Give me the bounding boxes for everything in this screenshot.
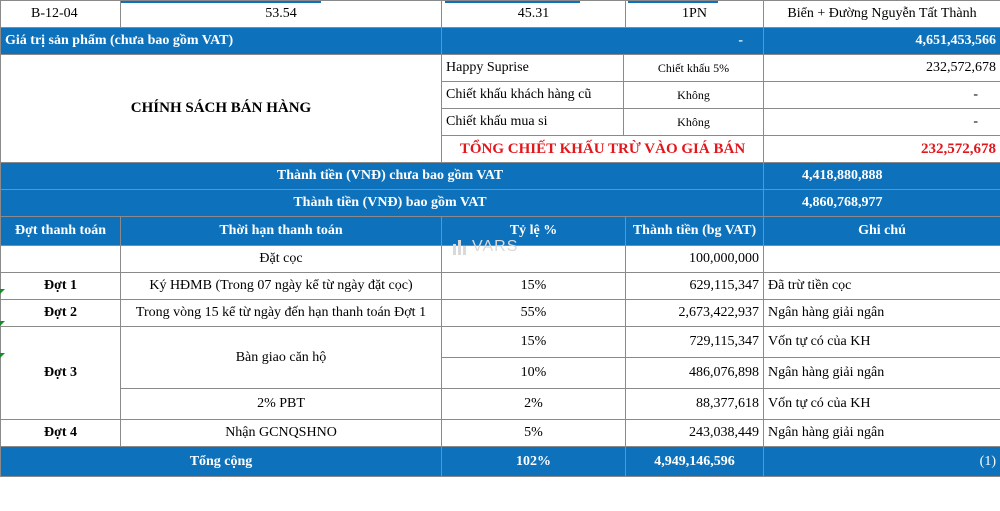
watermark [452,238,518,256]
header-payment-term: Thời hạn thanh toán [121,217,442,246]
cell-comment-marker [0,353,5,358]
stage-amount: 2,673,422,937 [626,300,764,327]
stage-note: Vốn tự có của KH [764,389,1000,420]
stage-rate: 5% [442,420,626,447]
unit-code: B-12-04 [1,1,121,28]
total-excl-vat-row [1,163,1000,190]
policy-name: Chiết khấu mua si [442,109,624,136]
unit-type: 1PN [626,1,764,28]
schedule-row-dot1 [1,273,1000,300]
stage-note: Ngân hàng giải ngân [764,300,1000,327]
policy-row [1,55,1000,82]
stage-note: Ngân hàng giải ngân [764,358,1000,389]
stage-note: Vốn tự có của KH [764,327,1000,358]
stage-name: Đợt 4 [1,420,121,447]
stage-rate: 55% [442,300,626,327]
empty-cell [1,246,121,273]
empty-cell [764,246,1000,273]
total-excl-vat-value: 4,418,880,888 [764,163,1000,190]
grand-total-amount: 4,949,146,596 [626,447,764,477]
grand-total-label: Tổng cộng [1,447,442,477]
total-excl-vat-label: Thành tiền (VNĐ) chưa bao gồm VAT [1,163,764,190]
schedule-row-dot3a [1,327,1000,358]
stage-amount: 729,115,347 [626,327,764,358]
policy-rate: Chiết khấu 5% [624,55,764,82]
cell-comment-marker [0,289,5,294]
stage-name: Đợt 3 [1,327,121,420]
schedule-row-dot3c [1,389,1000,420]
stage-term: Ký HĐMB (Trong 07 ngày kể từ ngày đặt cọc) [121,273,442,300]
policy-value: - [764,109,1000,136]
policy-value: - [764,82,1000,109]
sales-policy-title: CHÍNH SÁCH BÁN HÀNG [1,55,442,163]
deposit-amount: 100,000,000 [626,246,764,273]
unit-area-1: 53.54 [121,1,442,28]
product-value-row [1,28,1000,55]
stage-rate: 15% [442,327,626,358]
watermark-text: VARS [472,238,519,255]
total-incl-vat-row [1,190,1000,217]
building-logo-icon [452,239,468,255]
total-discount-label: TỔNG CHIẾT KHẤU TRỪ VÀO GIÁ BÁN [442,136,764,163]
total-discount-value: 232,572,678 [764,136,1000,163]
stage-term: Trong vòng 15 kể từ ngày đến hạn thanh toán Đợt 1 [121,300,442,327]
deposit-term: Đặt cọc [121,246,442,273]
product-value-amount: 4,651,453,566 [764,28,1000,55]
stage-rate: 15% [442,273,626,300]
stage-amount: 486,076,898 [626,358,764,389]
grand-total-rate: 102% [442,447,626,477]
product-value-label: Giá trị sản phẩm (chưa bao gồm VAT) [1,28,442,55]
policy-rate: Không [624,109,764,136]
schedule-row-dot2 [1,300,1000,327]
grand-total-row [1,447,1000,477]
stage-name: Đợt 2 [1,300,121,327]
stage-rate: 2% [442,389,626,420]
stage-term: 2% PBT [121,389,442,420]
header-rate: Tỷ lệ % [442,217,626,246]
stage-term: Nhận GCNQSHNO [121,420,442,447]
policy-rate: Không [624,82,764,109]
policy-name: Happy Suprise [442,55,624,82]
stage-note: Ngân hàng giải ngân [764,420,1000,447]
product-value-mid: - [442,28,764,55]
total-incl-vat-label: Thành tiền (VNĐ) bao gồm VAT [1,190,764,217]
header-amount: Thành tiền (bg VAT) [626,217,764,246]
unit-view: Biển + Đường Nguyễn Tất Thành [764,1,1000,28]
stage-rate: 10% [442,358,626,389]
unit-row [1,1,1000,28]
header-note: Ghi chú [764,217,1000,246]
stage-note: Đã trừ tiền cọc [764,273,1000,300]
header-payment-stage: Đợt thanh toán [1,217,121,246]
stage-term: Bàn giao căn hộ [121,327,442,389]
policy-name: Chiết khấu khách hàng cũ [442,82,624,109]
stage-amount: 88,377,618 [626,389,764,420]
schedule-row-dot4 [1,420,1000,447]
unit-area-2: 45.31 [442,1,626,28]
stage-amount: 629,115,347 [626,273,764,300]
policy-value: 232,572,678 [764,55,1000,82]
cell-comment-marker [0,321,5,326]
grand-total-note: (1) [764,447,1000,477]
stage-amount: 243,038,449 [626,420,764,447]
stage-name: Đợt 1 [1,273,121,300]
total-incl-vat-value: 4,860,768,977 [764,190,1000,217]
